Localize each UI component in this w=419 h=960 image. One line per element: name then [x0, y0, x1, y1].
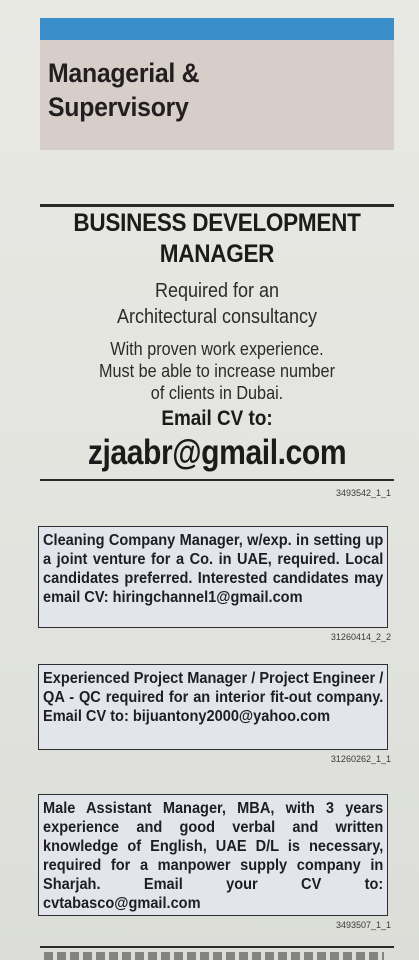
featured-ad-email[interactable]: zjaabr@gmail.com [87, 433, 347, 472]
section-color-bar [40, 18, 394, 40]
classified-ad-assistant-manager [38, 794, 388, 916]
classified-ad-ref-code: 31260262_1_1 [330, 754, 391, 764]
classified-ad-text: Male Assistant Manager, MBA, with 3 years experience and good verbal and written knowledge of English, UAE D/L is necessary, required for a manpower supply company in Sharjah. Email your CV to: cvtabasco@gmail.com [43, 800, 384, 912]
classified-ad-project-manager [38, 664, 388, 750]
featured-ad-top-rule [40, 204, 394, 207]
section-title: Managerial & Supervisory [48, 58, 200, 122]
classified-ad-ref-code: 31260414_2_2 [330, 632, 391, 642]
next-ad-border [40, 946, 394, 948]
next-ad-partial-text [44, 952, 384, 960]
classified-ad-cleaning-manager [38, 526, 388, 628]
featured-ad-title: BUSINESS DEVELOPMENT MANAGER [73, 209, 361, 268]
featured-ad-email-label: Email CV to: [161, 407, 273, 430]
classified-ad-text: Experienced Project Manager / Project Engineer / QA - QC required for an interior fit-out company. Email CV to: bijuantony2000@yahoo.com [43, 670, 384, 725]
featured-ad-requirement: Required for an Architectural consultancy [116, 280, 318, 328]
featured-ad-bottom-rule [40, 479, 394, 481]
classified-ad-ref-code: 3493507_1_1 [335, 920, 391, 930]
classified-ad-text: Cleaning Company Manager, w/exp. in setting up a joint venture for a Co. in UAE, required. Local candidates preferred. Interested candidates may email CV: hiringchannel1@gmail.com [43, 532, 384, 606]
featured-ad-ref-code: 3493542_1_1 [335, 488, 391, 498]
next-ad-cutoff [40, 946, 394, 960]
featured-ad-description: With proven work experience. Must be able to increase number of clients in Dubai. [99, 339, 335, 403]
